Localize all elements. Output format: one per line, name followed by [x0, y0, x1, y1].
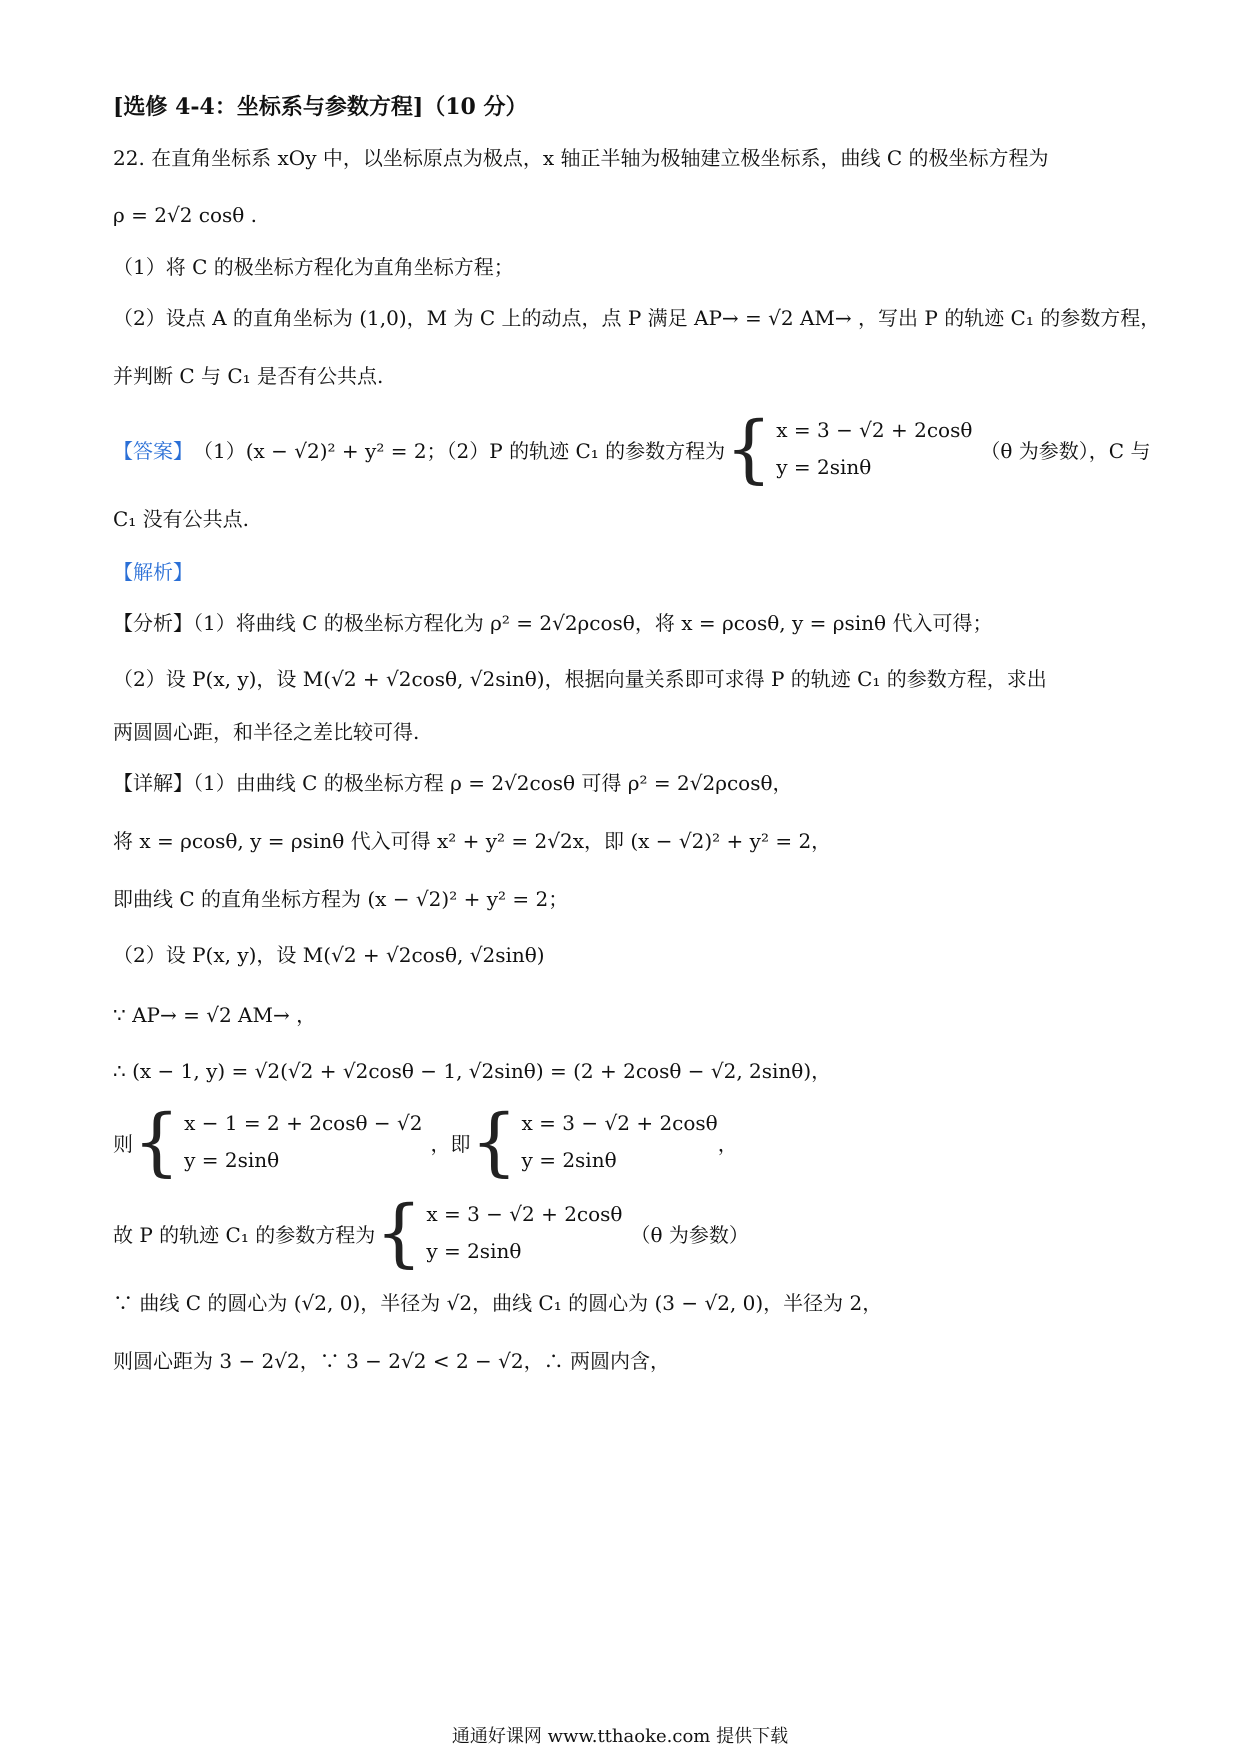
- answer-label: 【答案】: [113, 438, 193, 463]
- analysis-line-2: （2）设 P(x, y)，设 M(√2 + √2cosθ, √2sinθ)，根据向量关系即可求得 P 的轨迹 C₁ 的参数方程，求出: [113, 667, 1047, 691]
- detail-line-10: 则圆心距为 3 − 2√2，∵ 3 − 2√2 < 2 − √2，∴ 两圆内含，: [113, 1349, 670, 1373]
- detail-line-1: 【详解】（1）由曲线 C 的极坐标方程 ρ = 2√2cosθ 可得 ρ² = 2√2ρcosθ，: [113, 771, 793, 795]
- detail-line-6: ∴ (x − 1, y) = √2(√2 + √2cosθ − 1, √2sinθ) = (2 + 2cosθ − √2, 2sinθ)，: [113, 1059, 832, 1083]
- brace-icon: {: [133, 1099, 181, 1185]
- analysis-line-3: 两圆圆心距，和半径之差比较可得.: [113, 720, 420, 744]
- answer-line-2: C₁ 没有公共点.: [113, 507, 250, 531]
- derive-system-1: [184, 1105, 422, 1179]
- derive-eq-2a: x = 3 − √2 + 2cosθ: [521, 1111, 718, 1135]
- detail-line-2: 将 x = ρcosθ, y = ρsinθ 代入可得 x² + y² = 2√2x，即 (x − √2)² + y² = 2，: [113, 829, 832, 853]
- conclusion-tail: （θ 为参数）: [630, 1222, 749, 1247]
- answer-tail: （θ 为参数），C 与: [980, 438, 1151, 463]
- conclusion-eq-y: y = 2sinθ: [426, 1239, 522, 1263]
- question-part-1: （1）将 C 的极坐标方程化为直角坐标方程；: [113, 255, 514, 279]
- analysis-label: 【解析】: [113, 560, 193, 584]
- brace-icon: {: [725, 406, 773, 492]
- derive-system-2: [522, 1105, 718, 1179]
- detail-line-9: ∵ 曲线 C 的圆心为 (√2, 0)，半径为 √2，曲线 C₁ 的圆心为 (3 − √2, 0)，半径为 2，: [113, 1291, 883, 1315]
- answer-system: [776, 412, 972, 486]
- conclusion-system: [426, 1196, 622, 1270]
- answer-eq-x: x = 3 − √2 + 2cosθ: [776, 418, 973, 442]
- answer-eq-y: y = 2sinθ: [776, 455, 872, 479]
- brace-icon: {: [470, 1099, 518, 1185]
- question-line-2: ρ = 2√2 cosθ .: [113, 203, 258, 227]
- question-part-2: （2）设点 A 的直角坐标为 (1,0)，M 为 C 上的动点，点 P 满足 AP→ = √2 AM→ ，写出 P 的轨迹 C₁ 的参数方程，: [113, 306, 1161, 330]
- question-part-2-continued: 并判断 C 与 C₁ 是否有公共点.: [113, 364, 384, 388]
- derive-block: [113, 1099, 738, 1185]
- answer-text: （1）(x − √2)² + y² = 2；（2）P 的轨迹 C₁ 的参数方程为: [193, 438, 726, 463]
- derive-mid: ，即: [430, 1131, 471, 1156]
- derive-tail: ，: [717, 1131, 738, 1156]
- question-line-1: 22. 在直角坐标系 xOy 中，以坐标原点为极点，x 轴正半轴为极轴建立极坐标系，曲线 C 的极坐标方程为: [113, 146, 1049, 170]
- derive-eq-1a: x − 1 = 2 + 2cosθ − √2: [184, 1111, 423, 1135]
- brace-icon: {: [375, 1190, 423, 1276]
- conclusion-block: [113, 1190, 749, 1276]
- detail-line-4: （2）设 P(x, y)，设 M(√2 + √2cosθ, √2sinθ): [113, 943, 545, 967]
- conclusion-prefix: 故 P 的轨迹 C₁ 的参数方程为: [113, 1222, 376, 1247]
- conclusion-eq-x: x = 3 − √2 + 2cosθ: [426, 1202, 623, 1226]
- analysis-line-1: 【分析】（1）将曲线 C 的极坐标方程化为 ρ² = 2√2ρcosθ，将 x = ρcosθ, y = ρsinθ 代入可得；: [113, 611, 993, 635]
- derive-prefix: 则: [113, 1131, 133, 1156]
- derive-eq-2b: y = 2sinθ: [521, 1148, 617, 1172]
- detail-line-3: 即曲线 C 的直角坐标方程为 (x − √2)² + y² = 2；: [113, 887, 569, 911]
- answer-block: [113, 406, 1151, 492]
- footer-text: 通通好课网 www.tthaoke.com 提供下载: [451, 1726, 789, 1747]
- derive-eq-1b: y = 2sinθ: [184, 1148, 280, 1172]
- section-title: [选修 4-4：坐标系与参数方程]（10 分）: [113, 94, 528, 120]
- detail-line-5: ∵ AP→ = √2 AM→ ，: [113, 1003, 317, 1027]
